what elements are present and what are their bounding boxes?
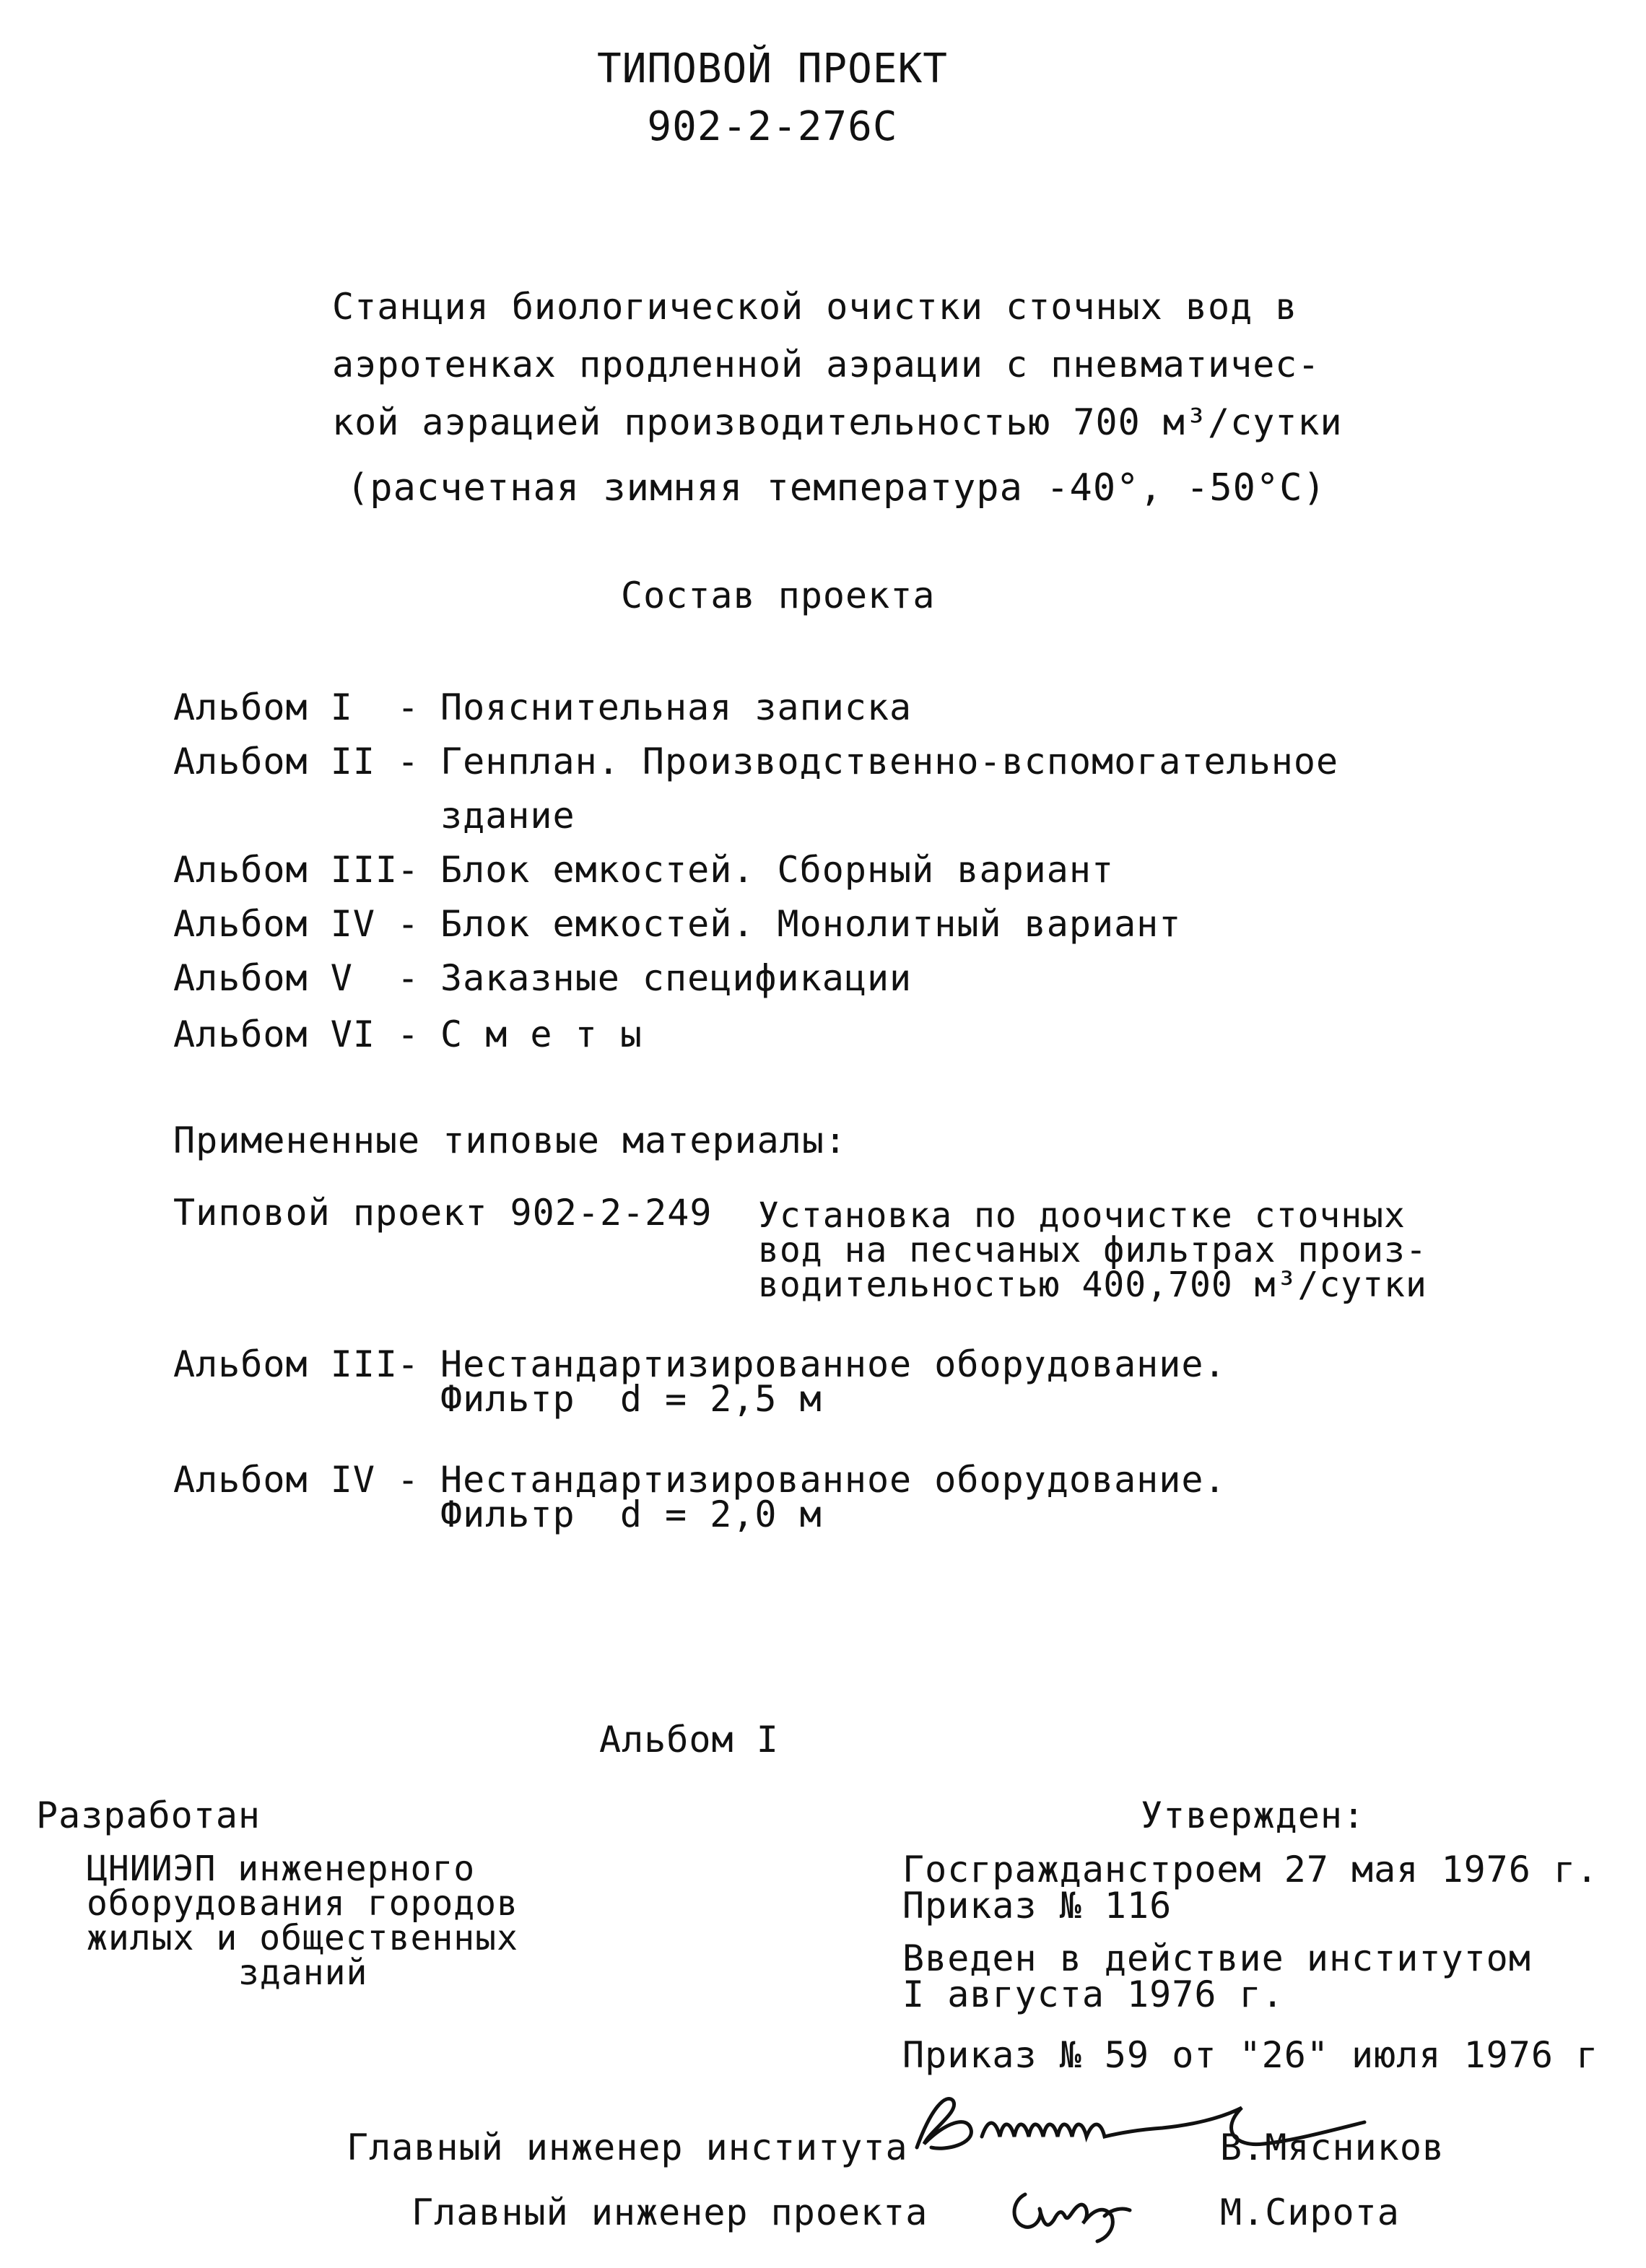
dash: - (397, 1459, 420, 1501)
developer-org-4: зданий (238, 1953, 368, 1993)
dash: - (397, 957, 420, 999)
album-description: Пояснительная записка (440, 686, 913, 728)
handwritten-signature-2 (1003, 2165, 1148, 2252)
approved-line-2: Приказ № 116 (902, 1885, 1172, 1927)
doc-type-heading: ТИПОВОЙ ПРОЕКТ (596, 45, 948, 92)
album-label: Альбом V (173, 957, 353, 999)
album-label: Альбом IV (173, 1459, 375, 1501)
album-label: Альбом II (173, 741, 375, 782)
dash: - (397, 741, 420, 782)
dash: - (397, 1013, 420, 1055)
composition-heading: Состав проекта (621, 575, 936, 616)
dash: - (397, 849, 420, 891)
applied-project-ref: Типовой проект 902-2-249 (173, 1192, 713, 1234)
title-line-2: аэротенках продленной аэрации с пневматичес- (332, 344, 1320, 385)
dash: - (397, 903, 420, 945)
dash: - (397, 686, 420, 728)
developer-org-3: жилых и общественных (87, 1918, 518, 1958)
project-number: 902-2-276С (647, 103, 898, 150)
album-description: Нестандартизированное оборудование. (440, 1343, 1227, 1385)
approved-line-3: Введен в действие институтом (902, 1937, 1531, 1979)
developed-label: Разработан (36, 1794, 261, 1836)
filter-spec: Фильтр d = 2,0 м (440, 1493, 822, 1535)
developer-org-2: оборудования городов (87, 1883, 518, 1924)
developer-org-1: ЦНИИЭП инженерного (87, 1849, 476, 1889)
applied-desc-3: водительностью 400,700 м³/сутки (758, 1265, 1427, 1305)
album-description: С м е т ы (440, 1013, 643, 1055)
album-label: Альбом VI (173, 1013, 375, 1055)
album-description: Заказные спецификации (440, 957, 913, 999)
album-label: Альбом III (173, 1343, 399, 1385)
title-line-1: Станция биологической очистки сточных вод в (332, 286, 1298, 328)
dash: - (397, 1343, 420, 1385)
album-description: Нестандартизированное оборудование. (440, 1459, 1227, 1501)
title-line-4: (расчетная зимняя температура -40°, -50°С) (347, 466, 1326, 510)
approved-line-4: I августа 1976 г. (902, 1973, 1284, 2015)
signer-name: М.Сирота (1220, 2191, 1400, 2233)
applied-materials-heading: Примененные типовые материалы: (173, 1120, 848, 1161)
album-label: Альбом IV (173, 903, 375, 945)
title-line-3: кой аэрацией производительностью 700 м³/сутки (332, 401, 1343, 443)
approved-line-5: Приказ № 59 от "26" июля 1976 г (902, 2034, 1599, 2076)
signature-role: Главный инженер проекта (412, 2191, 928, 2233)
approved-line-1: Госгражданстроем 27 мая 1976 г. (902, 1849, 1599, 1890)
signature-role: Главный инженер института (347, 2127, 908, 2168)
album-description: Блок емкостей. Монолитный вариант (440, 903, 1182, 945)
signer-name: В.Мясников (1220, 2127, 1445, 2168)
filter-spec: Фильтр d = 2,5 м (440, 1378, 822, 1420)
album-label: Альбом I (173, 686, 353, 728)
album-label: Альбом III (173, 849, 399, 891)
album-title: Альбом I (599, 1719, 779, 1761)
album-description: Блок емкостей. Сборный вариант (440, 849, 1115, 891)
applied-desc-2: вод на песчаных фильтрах произ- (758, 1230, 1427, 1270)
album-description: Генплан. Производственно-вспомогательное (440, 741, 1339, 782)
album-description-cont: здание (440, 795, 575, 837)
approved-label: Утвержден: (1141, 1794, 1366, 1836)
applied-desc-1: Установка по доочистке сточных (758, 1195, 1406, 1236)
